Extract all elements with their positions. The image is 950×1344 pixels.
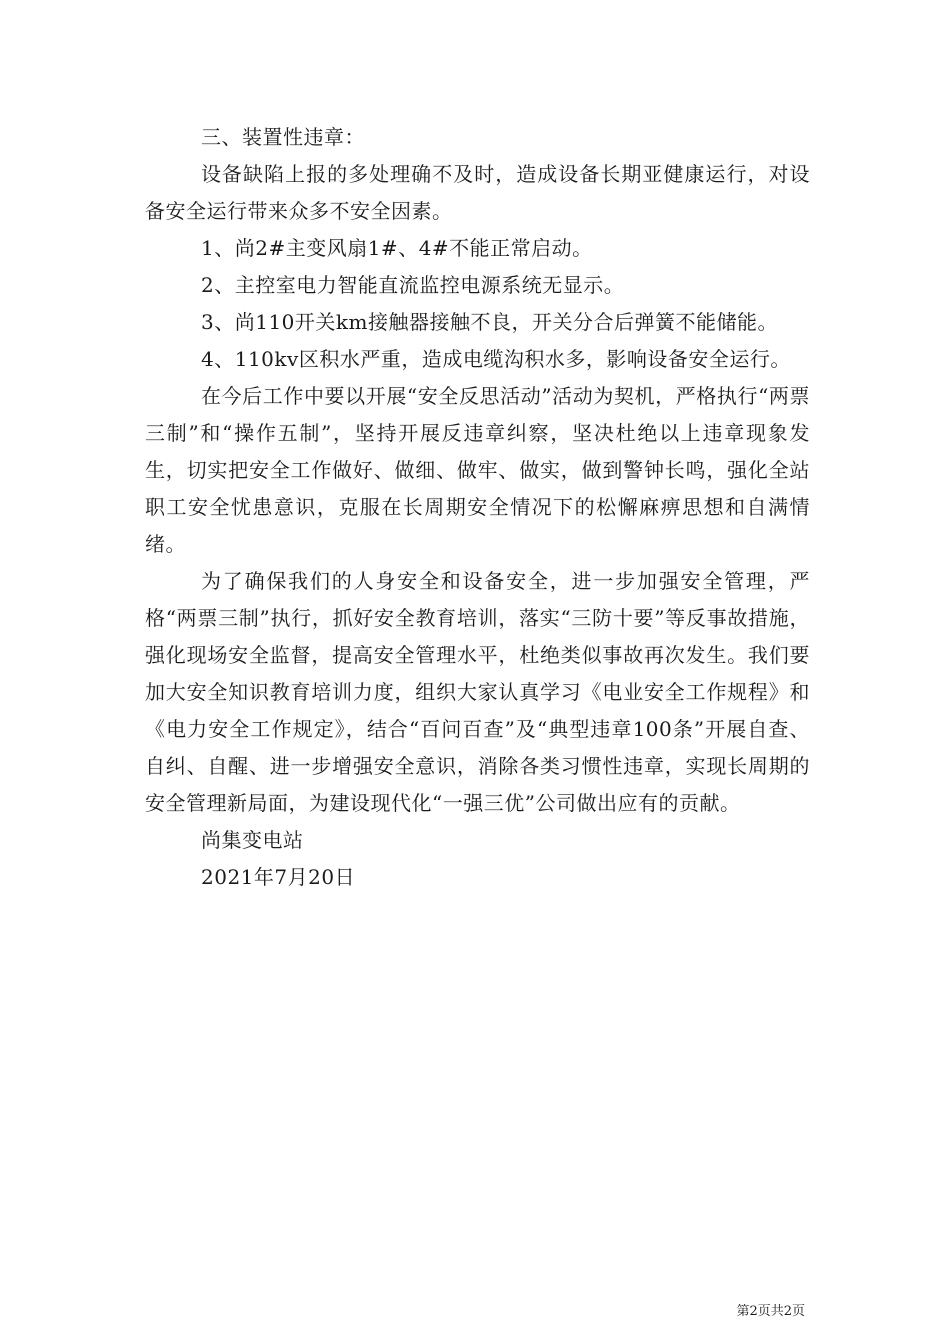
list-item-1: 1、尚2#主变风扇1#、4#不能正常启动。: [201, 236, 593, 260]
signature: 尚集变电站: [201, 828, 304, 852]
list-item-3: 3、尚110开关km接触器接触不良，开关分合后弹簧不能储能。: [201, 310, 778, 334]
paragraph-intro: 设备缺陷上报的多处理确不及时，造成设备长期亚健康运行，对设备安全运行带来众多不安全因素。: [145, 162, 810, 223]
document-body: [145, 119, 810, 896]
list-item-2: 2、主控室电力智能直流监控电源系统无显示。: [201, 273, 625, 297]
page-indicator: 第2页共2页: [736, 1304, 805, 1319]
paragraph-safety-measures: 为了确保我们的人身安全和设备安全，进一步加强安全管理，严格“两票三制”执行，抓好安全教育培训，落实“三防十要”等反事故措施，强化现场安全监督，提高安全管理水平，杜绝类似事故再次发生。我们要加大安全知识教育培训力度，组织大家认真学习《电业安全工作规程》和《电力安全工作规定》，结合“百问百查”及“典型违章100条”开展自查、自纠、自醒、进一步增强安全意识，消除各类习惯性违章，实现长周期的安全管理新局面，为建设现代化“一强三优”公司做出应有的贡献。: [145, 569, 810, 815]
section-heading: 三、装置性违章：: [201, 125, 365, 149]
paragraph-future-work: 在今后工作中要以开展“安全反思活动”活动为契机，严格执行“两票三制”和“操作五制”，坚持开展反违章纠察，坚决杜绝以上违章现象发生，切实把安全工作做好、做细、做牢、做实，做到警钟长鸣，强化全站职工安全忧患意识，克服在长周期安全情况下的松懈麻痹思想和自满情绪。: [145, 384, 810, 556]
document-date: 2021年7月20日: [201, 865, 356, 889]
list-item-4: 4、110kv区积水严重，造成电缆沟积水多，影响设备安全运行。: [201, 347, 791, 371]
